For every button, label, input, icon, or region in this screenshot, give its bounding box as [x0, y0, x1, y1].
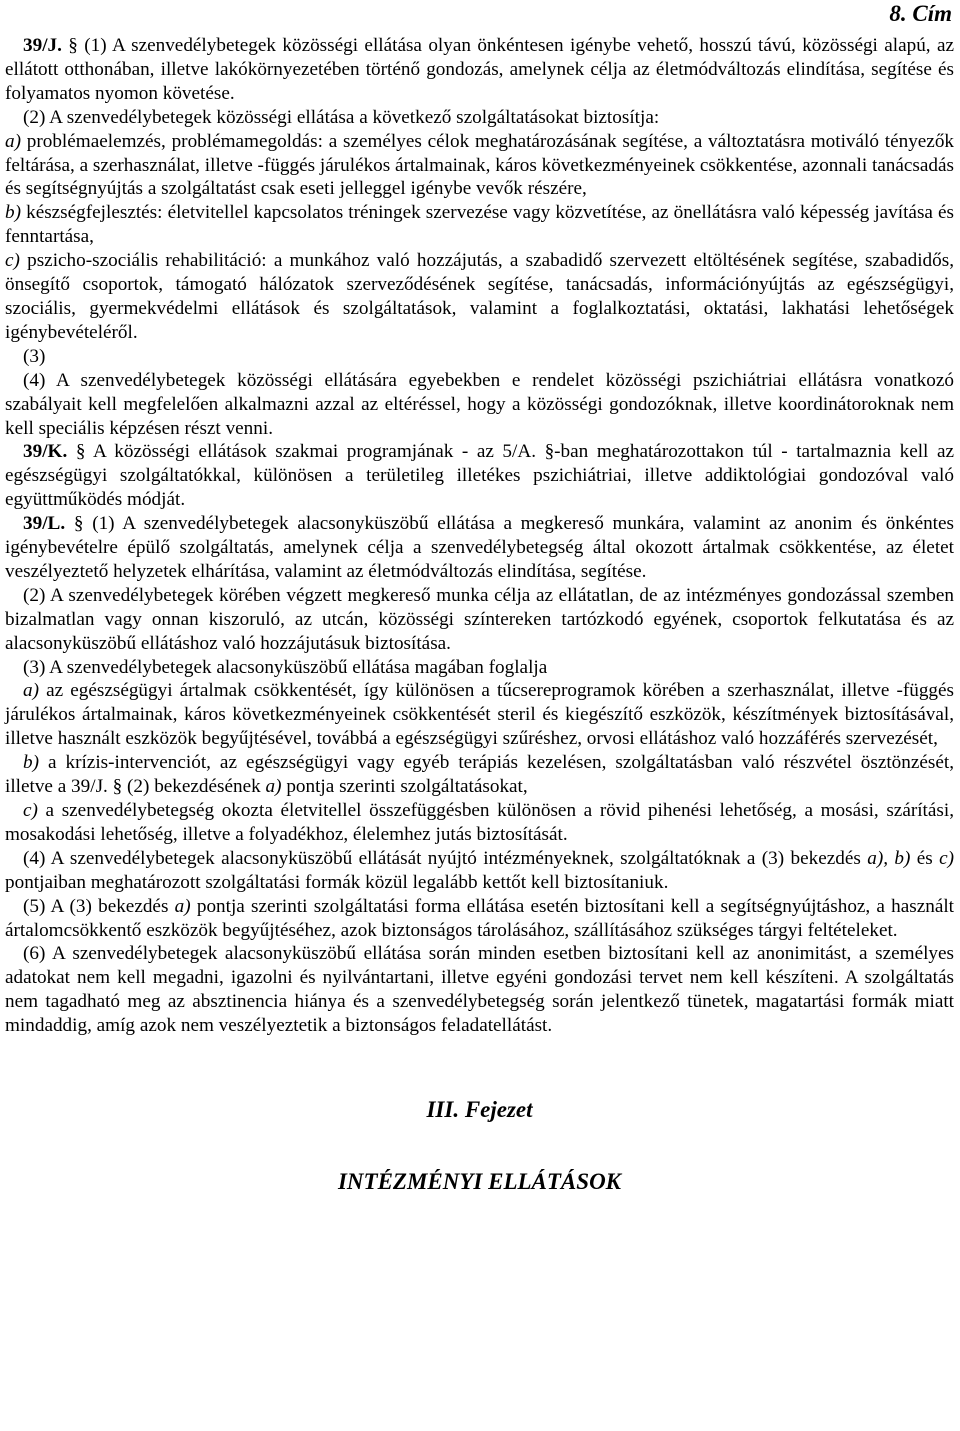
paragraph-text: A közösségi ellátások szakmai programjának - az 5/A. §-ban meghatározottakon túl - tartalmaznia kell az egészségügyi szolgáltatókkal, különösen a területileg illetékes pszichiátriai, illetve addiktológiai gondozóval való együttműködés módját.	[5, 441, 954, 511]
section-number-39k: 39/K.	[23, 441, 68, 463]
point-39l-3c	[5, 799, 954, 847]
paragraph-text: (5) A (3) bekezdés	[23, 895, 169, 917]
point-reference: a)	[265, 776, 282, 798]
point-39l-3b	[5, 751, 954, 799]
paragraph-39l-2: (2) A szenvedélybetegek körében végzett megkereső munka célja az ellátatlan, de az intézményes gondozással szemben bizalmatlan vagy onnan kiszoruló, az utcán, közösségi színtereken tartózkodó egyének, csoportok felkutatása és az alacsonyküszöbű ellátáshoz való hozzájutásuk biztosítása.	[5, 584, 954, 654]
point-label: a)	[23, 680, 39, 702]
section-sign: §	[75, 441, 86, 463]
paragraph-39l-1	[5, 512, 954, 584]
paragraph-text: és	[916, 847, 933, 869]
paragraph-text: (4) A szenvedélybetegek alacsonyküszöbű ellátását nyújtó intézményeknek, szolgáltatóknak a (3) bekezdés	[23, 847, 861, 869]
point-reference: a), b)	[867, 847, 911, 869]
section-sign: §	[68, 35, 78, 56]
paragraph-39j-4: (4) A szenvedélybetegek közösségi ellátására egyebekben e rendelet közösségi pszichiátriai ellátásra vonatkozó szabályait kell megfelelően alkalmazni azzal az eltéréssel, hogy a közösségi gondozóknak, illetve koordinátoroknak nem kell speciális képzésen részt venni.	[5, 369, 954, 439]
point-label: c)	[5, 250, 20, 272]
section-sign: §	[73, 513, 84, 535]
point-text: pszicho-szociális rehabilitáció: a munkához való hozzájutás, a szabadidő szervezett eltöltésének segítése, szabadidős, önsegítő csoportok, támogató hálózatok szerveződésének segítése, tanácsadás, információnyújtás az egészségügyi, szociális, gyermekvédelmi ellátások és szolgáltatások, valamint a foglalkoztatási, oktatási, lakhatási lehetőségek igénybevételéről.	[5, 250, 955, 343]
point-text: készségfejlesztés: életvitellel kapcsolatos tréningek szervezése vagy közvetítése, az önellátásra való képesség javítása és fenntartása,	[5, 202, 955, 248]
paragraph-text: pontja szerinti szolgáltatási forma ellátása esetén biztosítani kell a segítségnyújtáshoz, a használt ártalomcsökkentő eszközök begyűjtéséhez, azok biztonságos tárolásához, szállításához szükséges tárgyi feltételeket.	[5, 895, 955, 941]
point-reference: c)	[939, 847, 955, 869]
point-text: az egészségügyi ártalmak csökkentését, így különösen a tűcsereprogramok körében a szerhasználat, illetve -függés járulékos ártalmainak, káros következményeinek csökkentését steril és kiegészítő eszközök, készítmények biztosításával, illetve használt eszközök begyűjtésével, továbbá a egészségügyi szűréshez, orvosi ellátáshoz való hozzáférés szervezését,	[5, 680, 954, 750]
point-39l-3a	[5, 679, 954, 751]
paragraph-39j-2: (2) A szenvedélybetegek közösségi ellátása a következő szolgáltatásokat biztosítja:	[23, 106, 660, 128]
point-label: b)	[23, 752, 39, 774]
point-reference: a)	[174, 895, 191, 917]
point-label: b)	[5, 202, 21, 224]
point-label: c)	[23, 800, 38, 821]
point-label: a)	[5, 130, 21, 152]
point-text: pontja szerinti szolgáltatásokat,	[286, 776, 528, 798]
paragraph-text: (1) A szenvedélybetegek közösségi ellátása olyan önkéntesen igénybe vehető, hosszú távú, közösségi alapú, az ellátott otthonában, illetve lakókörnyezetében történő gondozás, amelynek célja az életmódváltozás elindítása, segítése és folyamatos nyomon követése.	[5, 35, 955, 104]
document-page	[5, 0, 954, 1196]
section-title: 8. Cím	[889, 1, 952, 26]
paragraph-39j-1	[5, 34, 954, 106]
paragraph-39l-5	[5, 895, 954, 943]
paragraph-text: pontjaiban meghatározott szolgáltatási formák közül legalább kettőt kell biztosítaniuk.	[5, 871, 669, 893]
section-number-39j: 39/J.	[23, 35, 62, 56]
chapter-number: III. Fejezet	[426, 1097, 533, 1123]
section-number-39l: 39/L.	[23, 513, 66, 535]
point-text: a krízis-intervenciót, az egészségügyi vagy egyéb terápiás kezelésen, szolgáltatásban való részvétel ösztönzését, illetve a 39/J. § (2) bekezdésének	[5, 752, 955, 798]
paragraph-39j-3: (3)	[23, 345, 46, 367]
paragraph-text: (1) A szenvedélybetegek alacsonyküszöbű ellátása a megkereső munkára, valamint az anonim és önkéntes igénybevételre épülő szolgáltatás, amelynek célja a szenvedélybetegség által okozott ártalmak csökkentése, az életet veszélyeztető helyzetek elhárítása, valamint az életmódváltozás elindítása, segítése.	[5, 513, 955, 582]
chapter-title: INTÉZMÉNYI ELLÁTÁSOK	[337, 1169, 622, 1195]
point-text: a szenvedélybetegség okozta életvitellel összefüggésben különösen a rövid pihenési lehetőség, a mosási, szárítási, mosakodási lehetőség, illetve a folyadékhoz, élelemhez jutás biztosítását.	[5, 800, 954, 845]
paragraph-39k	[5, 440, 954, 512]
point-39j-2a	[5, 130, 954, 202]
paragraph-39l-6: (6) A szenvedélybetegek alacsonyküszöbű ellátása során minden esetben biztosítani kell az anonimitást, a személyes adatokat nem kell megadni, igazolni és nyilvántartani, illetve egyéni gondozási tervet nem kell készíteni. A szolgáltatás nem tagadható meg az absztinencia hiánya és a szenvedélybetegség során jelentkező tünetek, magatartási formák miatt mindaddig, amíg azok nem veszélyeztetik a biztonságos feladatellátást.	[5, 943, 954, 1037]
paragraph-39l-3: (3) A szenvedélybetegek alacsonyküszöbű ellátása magában foglalja	[23, 656, 548, 678]
point-39j-2b	[5, 201, 954, 249]
point-text: problémaelemzés, problémamegoldás: a személyes célok meghatározásának segítése, a változtatásra motiváló tényezők feltárása, a szerhasználat, illetve -függés járulékos ártalmainak, káros következményeinek csökkentése, azonnali tanácsadás és segítségnyújtás a szolgáltatást csak eseti jelleggel igénybe vevők részére,	[5, 130, 955, 200]
paragraph-39l-4	[5, 847, 954, 895]
point-39j-2c	[5, 249, 954, 345]
